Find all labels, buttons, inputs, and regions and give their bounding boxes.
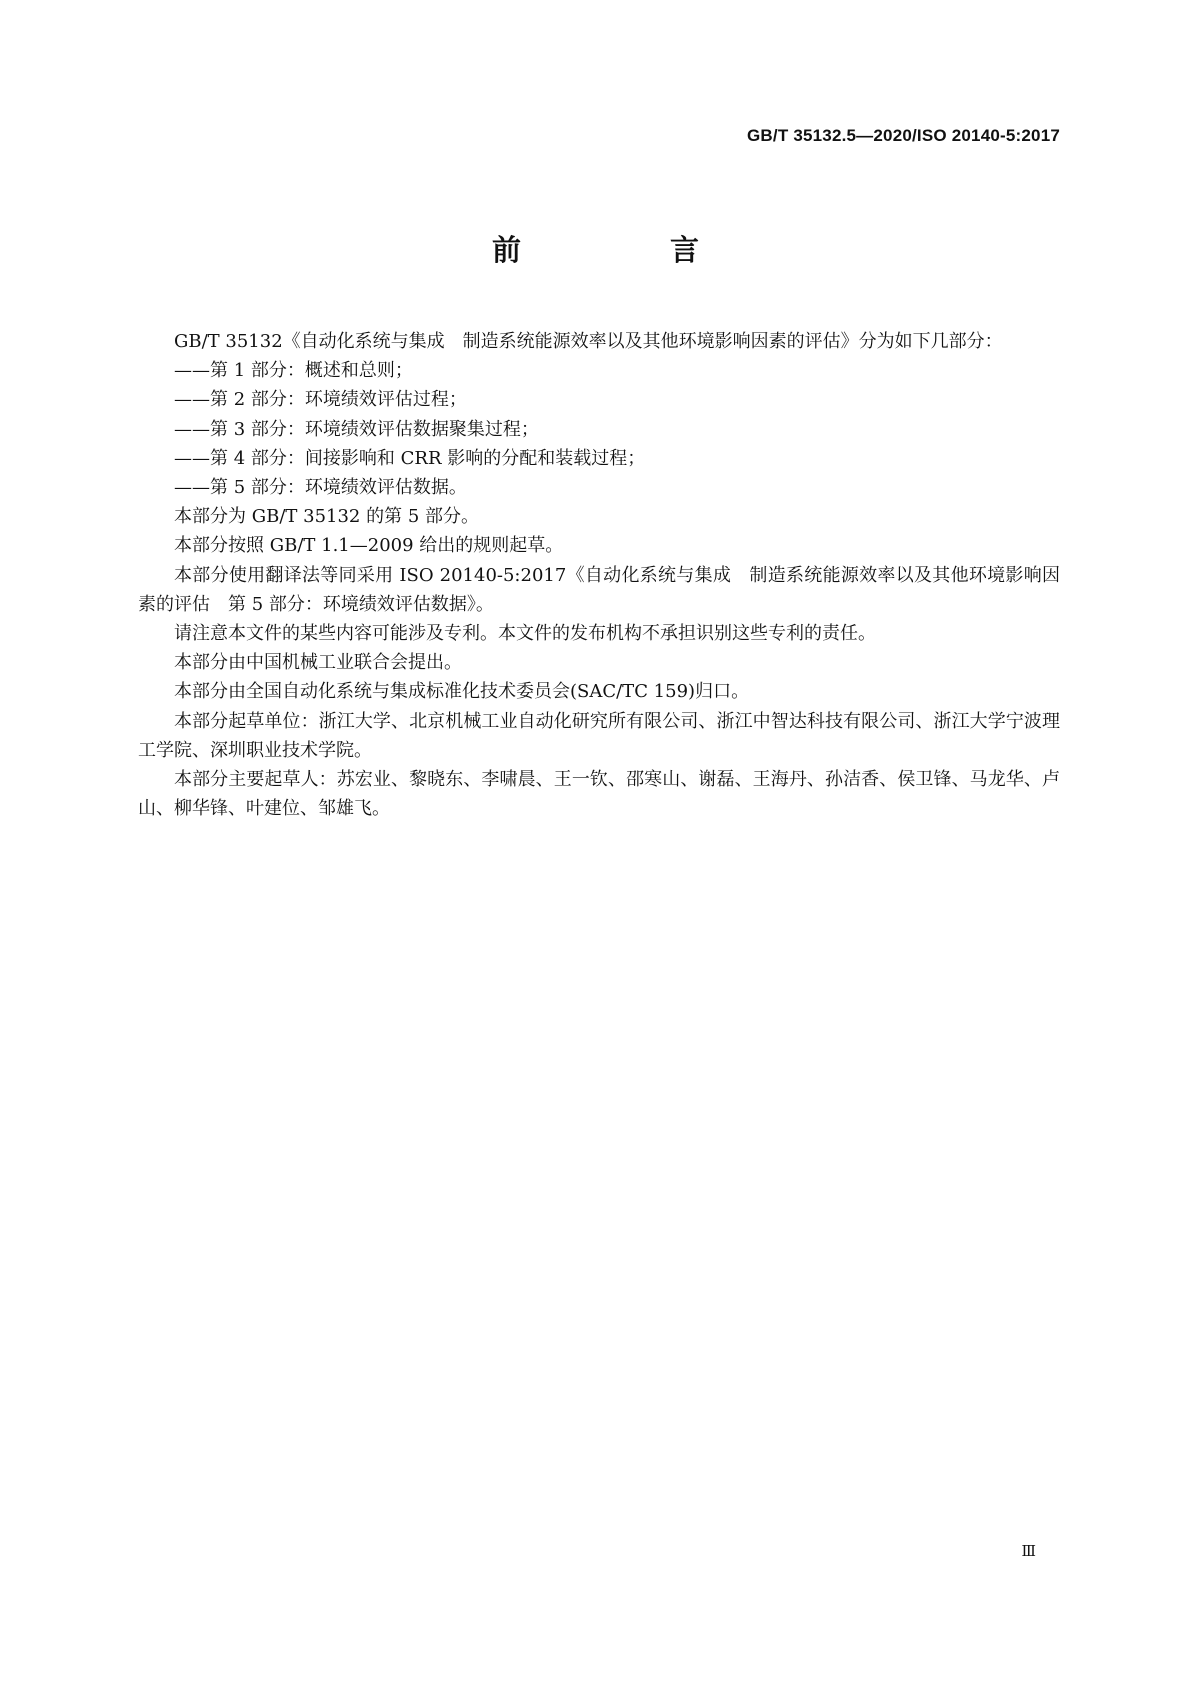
paragraph-intro: GB/T 35132《自动化系统与集成 制造系统能源效率以及其他环境影响因素的评估》分为如下几部分： bbox=[174, 331, 1003, 352]
page-title: 前 言 bbox=[491, 233, 759, 267]
list-item-part-2: ——第 2 部分：环境绩效评估过程； bbox=[174, 389, 467, 411]
paragraph-part-statement: 本部分为 GB/T 35132 的第 5 部分。 bbox=[174, 506, 479, 528]
list-item-part-4: ——第 4 部分：间接影响和 CRR 影响的分配和装载过程； bbox=[174, 447, 646, 469]
paragraph-patent-notice: 请注意本文件的某些内容可能涉及专利。本文件的发布机构不承担识别这些专利的责任。 bbox=[174, 623, 876, 645]
foreword-body bbox=[138, 327, 1060, 823]
list-item-part-5: ——第 5 部分：环境绩效评估数据。 bbox=[174, 477, 467, 499]
list-item-part-1: ——第 1 部分：概述和总则； bbox=[174, 360, 413, 382]
paragraph-drafters: 本部分主要起草人：苏宏业、黎晓东、李啸晨、王一钦、邵寒山、谢磊、王海丹、孙洁香、侯卫锋、马龙华、卢山、柳华锋、叶建位、邹雄飞。 bbox=[138, 769, 1060, 820]
list-item-part-3: ——第 3 部分：环境绩效评估数据聚集过程； bbox=[174, 418, 539, 440]
page-number: Ⅲ bbox=[1021, 1542, 1036, 1560]
paragraph-committee: 本部分由全国自动化系统与集成标准化技术委员会(SAC/TC 159)归口。 bbox=[174, 681, 750, 703]
paragraph-drafting-units: 本部分起草单位：浙江大学、北京机械工业自动化研究所有限公司、浙江中智达科技有限公司、浙江大学宁波理工学院、深圳职业技术学院。 bbox=[138, 710, 1060, 761]
document-code: GB/T 35132.5—2020/ISO 20140-5:2017 bbox=[747, 126, 1060, 145]
paragraph-adoption: 本部分使用翻译法等同采用 ISO 20140-5:2017《自动化系统与集成 制造系统能源效率以及其他环境影响因素的评估 第 5 部分：环境绩效评估数据》。 bbox=[138, 564, 1060, 615]
paragraph-drafting-rules: 本部分按照 GB/T 1.1—2009 给出的规则起草。 bbox=[174, 535, 564, 557]
paragraph-proposer: 本部分由中国机械工业联合会提出。 bbox=[174, 652, 462, 674]
